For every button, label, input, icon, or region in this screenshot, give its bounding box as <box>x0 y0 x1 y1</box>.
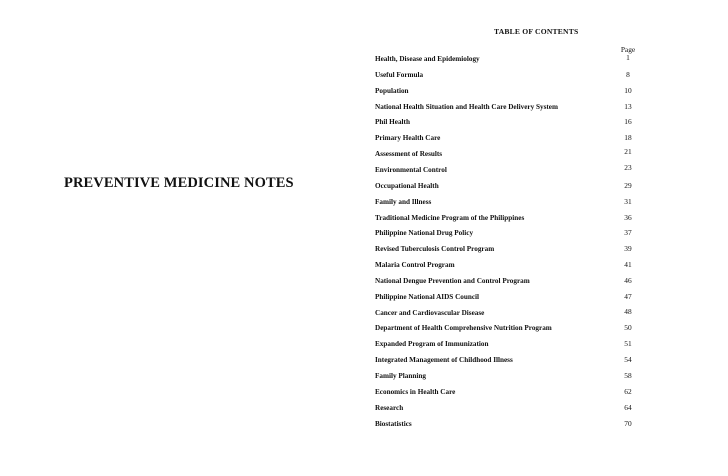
toc-entry-title: Cancer and Cardiovascular Disease <box>375 308 485 317</box>
toc-entry-title: Useful Formula <box>375 70 424 79</box>
toc-entry-page-number: 10 <box>624 85 632 95</box>
toc-entry-page-number: 70 <box>624 418 632 428</box>
toc-entry-page-number: 8 <box>626 69 630 79</box>
toc-entry-title: Population <box>375 86 409 95</box>
toc-entry-page-number: 18 <box>624 133 632 143</box>
toc-entry <box>373 132 639 142</box>
toc-entry <box>373 418 639 428</box>
toc-entry-title: Environmental Control <box>375 165 447 174</box>
toc-entry-page-number: 16 <box>624 117 632 127</box>
toc-entry-title: Economics in Health Care <box>375 387 456 396</box>
toc-entry-title: Revised Tuberculosis Control Program <box>375 245 495 254</box>
toc-entry <box>373 85 639 95</box>
toc-entry-title: Integrated Management of Childhood Illness <box>375 356 513 365</box>
toc-entry-title: Family and Illness <box>375 197 432 206</box>
toc-entry-page-number: 54 <box>624 355 632 365</box>
toc-entry <box>373 354 639 364</box>
toc-entry-title: Research <box>375 403 404 412</box>
toc-entry-page-number: 47 <box>624 291 632 301</box>
toc-entry-title: Family Planning <box>375 372 426 380</box>
toc-entry <box>373 227 639 237</box>
toc-entry <box>373 196 639 206</box>
toc-entry-title: Expanded Program of Immunization <box>375 340 489 349</box>
toc-entry-title: Biostatistics <box>375 419 412 428</box>
toc-entry <box>373 307 639 317</box>
toc-entry-page-number: 41 <box>624 260 632 270</box>
toc-entry-title: Department of Health Comprehensive Nutrition Program <box>375 324 552 333</box>
toc-entry <box>373 116 639 126</box>
toc-entry-title: Primary Health Care <box>375 134 441 143</box>
toc-entry-title: Philippine National Drug Policy <box>375 229 474 238</box>
toc-entry <box>373 53 639 63</box>
toc-entry <box>373 101 639 111</box>
toc-entry <box>373 402 639 412</box>
toc-entry-page-number: 51 <box>624 339 632 349</box>
toc-entry-page-number: 58 <box>624 371 632 380</box>
toc-entry <box>373 338 639 348</box>
toc-entry-page-number: 37 <box>624 228 632 238</box>
toc-entry <box>373 291 639 301</box>
toc-entry-title: National Health Situation and Health Care Delivery System <box>375 102 558 111</box>
toc-entry-title: National Dengue Prevention and Control Program <box>375 276 530 285</box>
toc-entry <box>373 243 639 253</box>
toc-entry-page-number: 29 <box>624 180 632 190</box>
toc-entry <box>373 148 639 158</box>
toc-entry-page-number: 46 <box>624 275 632 285</box>
toc-entry <box>373 322 639 332</box>
toc-entry-page-number: 64 <box>624 402 632 412</box>
document-title: PREVENTIVE MEDICINE NOTES <box>64 175 294 191</box>
toc-entry-title: Phil Health <box>375 118 410 127</box>
toc-entry-title: Health, Disease and Epidemiology <box>375 55 480 63</box>
toc-entry-page-number: 62 <box>624 386 632 396</box>
toc-entry <box>373 370 639 380</box>
toc-entry <box>373 275 639 285</box>
toc-entry <box>373 386 639 396</box>
toc-entry <box>373 69 639 79</box>
toc-entry-title: Traditional Medicine Program of the Philippines <box>375 213 525 222</box>
toc-entry-page-number: 1 <box>626 53 630 62</box>
toc-entry <box>373 212 639 222</box>
toc-entry-page-number: 50 <box>624 323 632 333</box>
toc-entry-page-number: 21 <box>624 147 632 157</box>
toc-entry-title: Occupational Health <box>375 181 439 190</box>
toc-entry-page-number: 13 <box>624 101 632 111</box>
toc-entry <box>373 164 639 174</box>
toc-entry <box>373 180 639 190</box>
toc-entry-page-number: 31 <box>624 196 632 206</box>
toc-entry-page-number: 48 <box>624 306 632 316</box>
toc-entry-title: Philippine National AIDS Council <box>375 292 480 301</box>
toc-entry-page-number: 36 <box>624 212 632 222</box>
toc-heading: TABLE OF CONTENTS <box>494 27 579 36</box>
toc-entry-title: Assessment of Results <box>375 150 443 159</box>
toc-entry-page-number: 39 <box>624 244 632 254</box>
toc-entry-title: Malaria Control Program <box>375 261 455 270</box>
toc-entry-page-number: 23 <box>624 162 632 172</box>
page-column-label: Page <box>620 45 636 54</box>
toc-entry <box>373 259 639 269</box>
